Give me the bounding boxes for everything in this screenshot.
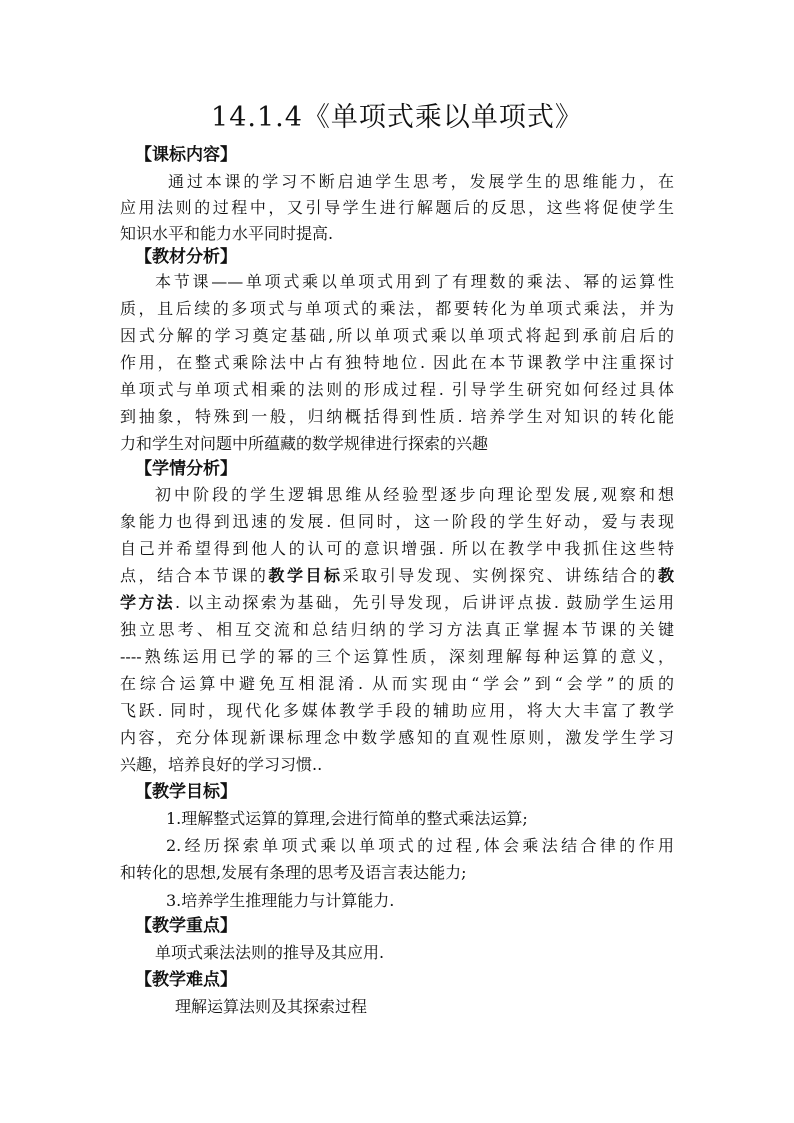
section-heading-nandian: 【教学难点】 xyxy=(135,970,237,990)
paragraph-line: 质，且后续的多项式与单项式的乘法，都要转化为单项式乘法，并为 xyxy=(120,299,674,318)
paragraph-line: 兴趣，培养良好的学习习惯.. xyxy=(120,755,323,774)
objective-item: 2.经历探索单项式乘以单项式的过程,体会乘法结合律的作用 xyxy=(166,836,674,855)
paragraph-line xyxy=(120,591,674,615)
section-heading-kebiao: 【课标内容】 xyxy=(135,145,237,165)
paragraph-line xyxy=(120,564,674,588)
paragraph-line: 内容，充分体现新课标理念中数学感知的直观性原则，激发学生学习 xyxy=(120,728,674,747)
document-title: 14.1.4《单项式乘以单项式》 xyxy=(211,102,583,133)
paragraph-line: 在综合运算中避免互相混淆. 从而实现由“学会”到“会学”的质的 xyxy=(120,674,674,693)
objective-item: 3.培养学生推理能力与计算能力. xyxy=(166,891,395,910)
text-run: . 以主动探索为基础，先引导发现，后讲评点拔. 鼓励学生运用 xyxy=(174,593,674,612)
paragraph-line: 通过本课的学习不断启迪学生思考，发展学生的思维能力，在 xyxy=(168,172,674,191)
section-heading-xueqing: 【学情分析】 xyxy=(135,459,237,479)
section-heading-zhongdian: 【教学重点】 xyxy=(135,916,237,936)
text-run: 点，结合本节课的 xyxy=(120,566,269,585)
paragraph-line: 知识水平和能力水平同时提高. xyxy=(120,224,334,243)
paragraph-line: 自己并希望得到他人的认可的意识增强. 所以在教学中我抓住这些特 xyxy=(120,539,674,558)
paragraph-line: 初中阶段的学生逻辑思维从经验型逐步向理论型发展,观察和想 xyxy=(155,485,674,504)
emphasis-text: 教学目标 xyxy=(268,566,343,585)
section-heading-mubiao: 【教学目标】 xyxy=(135,782,237,802)
emphasis-text: 教 xyxy=(657,566,674,585)
paragraph-line: 飞跃. 同时，现代化多媒体教学手段的辅助应用，将大大丰富了教学 xyxy=(120,701,674,720)
paragraph-line: 力和学生对问题中所蕴藏的数学规律进行探索的兴趣 xyxy=(120,434,489,453)
paragraph-line: 到抽象，特殊到一般，归纳概括得到性质. 培养学生对知识的转化能 xyxy=(120,407,674,426)
key-point-text: 单项式乘法法则的推导及其应用. xyxy=(155,943,385,962)
paragraph-line: 独立思考、相互交流和总结归纳的学习方法真正掌握本节课的关键 xyxy=(120,620,674,639)
paragraph-line: 单项式与单项式相乘的法则的形成过程. 引导学生研究如何经过具体 xyxy=(120,380,674,399)
paragraph-line: ----熟练运用已学的幂的三个运算性质，深刻理解每种运算的意义， xyxy=(120,647,674,666)
paragraph-line: 因式分解的学习奠定基础,所以单项式乘以单项式将起到承前启后的 xyxy=(120,326,674,345)
paragraph-line: 应用法则的过程中，又引导学生进行解题后的反思，这些将促使学生 xyxy=(120,198,674,217)
objective-item: 1.理解整式运算的算理,会进行简单的整式乘法运算; xyxy=(166,809,528,828)
paragraph-line: 象能力也得到迅速的发展. 但同时，这一阶段的学生好动，爱与表现 xyxy=(120,512,674,531)
paragraph-line: 作用，在整式乘除法中占有独特地位. 因此在本节课教学中注重探讨 xyxy=(120,353,674,372)
text-run: 采取引导发现、实例探究、讲练结合的 xyxy=(342,566,658,585)
objective-item-continued: 和转化的思想,发展有条理的思考及语言表达能力; xyxy=(120,863,467,882)
paragraph-line: 本节课——单项式乘以单项式用到了有理数的乘法、幂的运算性 xyxy=(155,272,674,291)
section-heading-jiaocai: 【教材分析】 xyxy=(135,247,237,267)
emphasis-text: 学方法 xyxy=(120,593,175,612)
difficulty-text: 理解运算法则及其探索过程 xyxy=(175,997,368,1016)
